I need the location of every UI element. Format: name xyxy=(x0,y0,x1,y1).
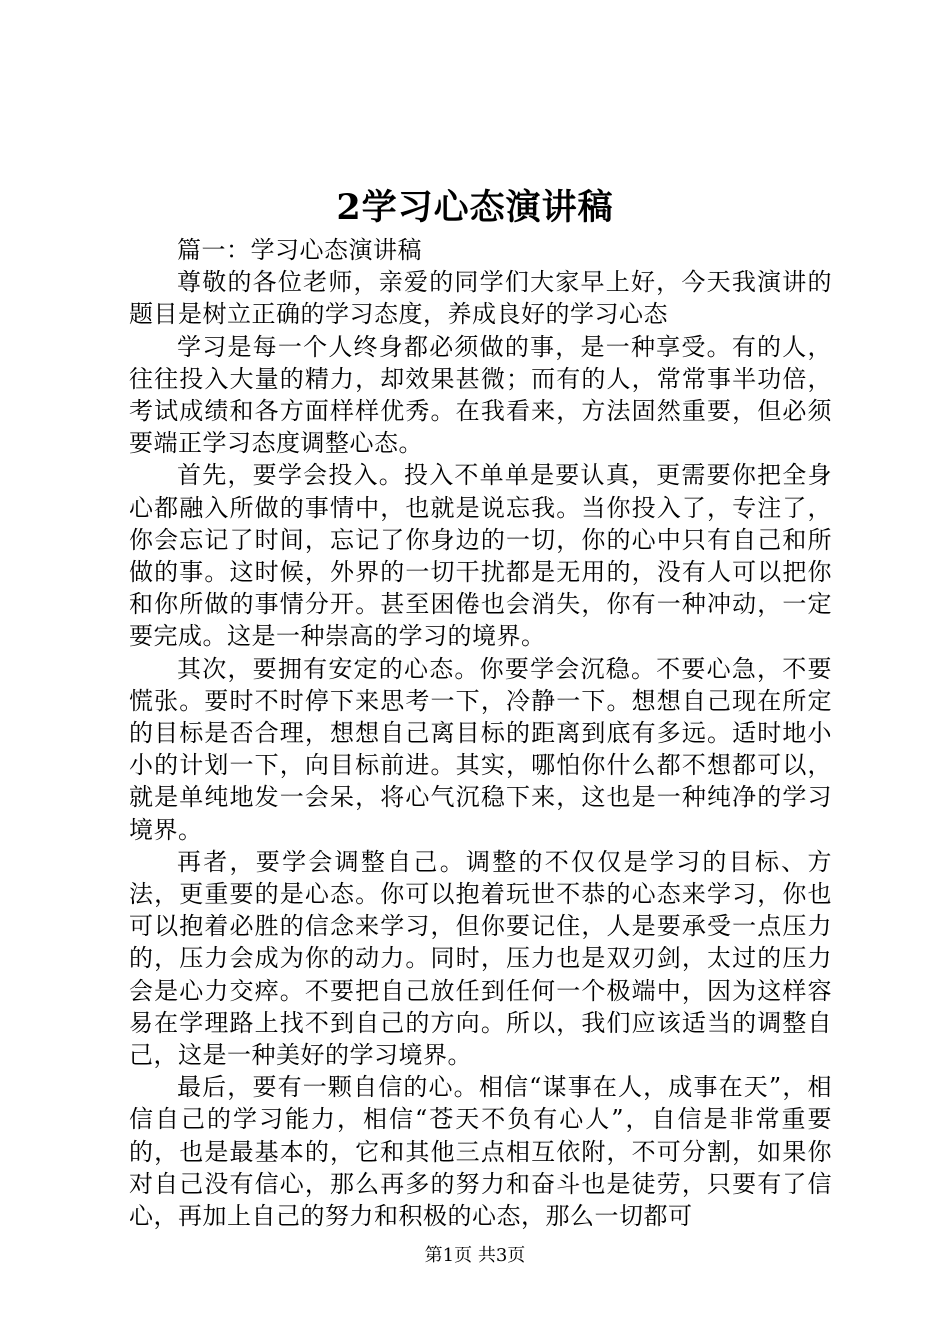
paragraph-first-point: 首先，要学会投入。投入不单单是要认真，更需要你把全身心都融入所做的事情中，也就是说忘我。当你投入了，专注了，你会忘记了时间，忘记了你身边的一切，你的心中只有自己和所做的事。这时候，外界的一切干扰都是无用的，没有人可以把你和你所做的事情分开。甚至困倦也会消失，你有一种冲动，一定要完成。这是一种崇高的学习的境界。 xyxy=(129,461,832,651)
page-footer: 第1页 共3页 xyxy=(424,1245,526,1266)
paragraph-last-point: 最后，要有一颗自信的心。相信“谋事在人，成事在天”，相信自己的学习能力，相信“苍天不负有心人”，自信是非常重要的，也是最基本的，它和其他三点相互依附，不可分割，如果你对自己没有信心，那么再多的努力和奋斗也是徒劳，只要有了信心，再加上自己的努力和积极的心态，那么一切都可 xyxy=(129,1073,832,1231)
document-title: 2学习心态演讲稿 xyxy=(336,187,614,228)
section-heading: 篇一：学习心态演讲稿 xyxy=(177,236,422,264)
paragraph-intro: 学习是每一个人终身都必须做的事，是一种享受。有的人，往往投入大量的精力，却效果甚微；而有的人，常常事半功倍，考试成绩和各方面样样优秀。在我看来，方法固然重要，但必须要端正学习态度调整心态。 xyxy=(129,332,832,458)
paragraph-greeting: 尊敬的各位老师，亲爱的同学们大家早上好，今天我演讲的题目是树立正确的学习态度，养成良好的学习心态 xyxy=(129,268,832,329)
paragraph-third-point: 再者，要学会调整自己。调整的不仅仅是学习的目标、方法，更重要的是心态。你可以抱着玩世不恭的心态来学习，你也可以抱着必胜的信念来学习，但你要记住，人是要承受一点压力的，压力会成为你的动力。同时，压力也是双刃剑，太过的压力会是心力交瘁。不要把自己放任到任何一个极端中，因为这样容易在学理路上找不到自己的方向。所以，我们应该适当的调整自己，这是一种美好的学习境界。 xyxy=(129,847,832,1070)
document-body xyxy=(129,234,832,1232)
paragraph-second-point: 其次，要拥有安定的心态。你要学会沉稳。不要心急，不要慌张。要时不时停下来思考一下，冷静一下。想想自己现在所定的目标是否合理，想想自己离目标的距离到底有多远。适时地小小的计划一下，向目标前进。其实，哪怕你什么都不想都可以，就是单纯地发一会呆，将心气沉稳下来，这也是一种纯净的学习境界。 xyxy=(129,654,832,844)
